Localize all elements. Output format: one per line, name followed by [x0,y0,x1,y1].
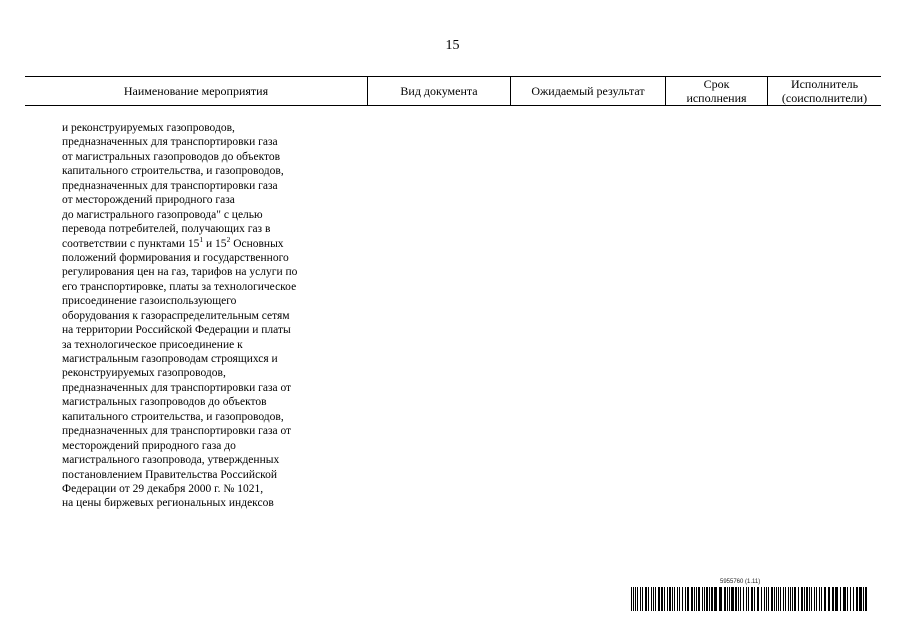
text-line: до магистрального газопровода" с целью [62,208,263,221]
text-fragment: соответствии с пунктами 15 [62,237,200,250]
header-term-cell [665,77,767,105]
text-line: от месторождений природного газа [62,194,235,207]
barcode-number: 5955760 (1.11) [720,579,761,585]
header-term-line2: исполнения [686,91,747,105]
text-fragment: и 15 [203,237,227,250]
text-fragment: Основных [230,237,284,250]
text-line: перевода потребителей, получающих газ в [62,223,271,236]
page-number: 15 [445,38,460,53]
text-line: капитального строительства, и газопроводов, [62,165,284,178]
text-line: на территории Российской Федерации и платы [62,324,291,337]
text-line: магистральным газопроводам строящихся и [62,353,278,365]
barcode-image [631,587,867,611]
text-line: месторождений природного газа до [62,439,236,452]
text-line: его транспортировке, платы за технологическое [62,280,297,293]
header-term-line1: Срок [703,77,730,91]
superscript: 1 [199,234,204,244]
text-line: магистральных газопроводов до объектов [62,396,267,409]
text-line: регулирования цен на газ, тарифов на услуги по [62,266,298,279]
text-line: положений формирования и государственного [62,251,289,264]
text-line: присоединение газоиспользующего [62,295,237,308]
header-result-cell: Ожидаемый результат [510,77,665,105]
text-line: реконструируемых газопроводов, [62,367,226,380]
text-line: предназначенных для транспортировки газа от [62,381,292,394]
text-line: постановлением Правительства Российской [62,468,278,481]
activity-description [62,121,342,511]
superscript: 2 [226,234,231,244]
text-line: оборудования к газораспределительным сетям [62,309,290,322]
text-line: на цены биржевых региональных индексов [62,497,274,510]
text-line: предназначенных для транспортировки газа [62,136,278,149]
text-line-with-superscripts [62,234,342,251]
header-executor-line2: (соисполнители) [781,91,868,105]
text-line: предназначенных для транспортировки газа от [62,425,292,438]
text-line: магистрального газопровода, утвержденных [62,454,280,467]
text-line: от магистральных газопроводов до объектов [62,150,281,163]
text-line: за технологическое присоединение к [62,338,243,351]
header-executor-line1: Исполнитель [790,77,859,91]
table-header [25,76,881,106]
header-executor-cell [767,77,881,105]
text-line: предназначенных для транспортировки газа [62,179,278,192]
text-line: и реконструируемых газопроводов, [62,122,235,134]
header-name-cell: Наименование мероприятия [123,84,269,98]
text-line: капитального строительства, и газопроводов, [62,410,284,423]
header-document-cell: Вид документа [367,77,510,105]
text-line: Федерации от 29 декабря 2000 г. № 1021, [62,482,264,495]
